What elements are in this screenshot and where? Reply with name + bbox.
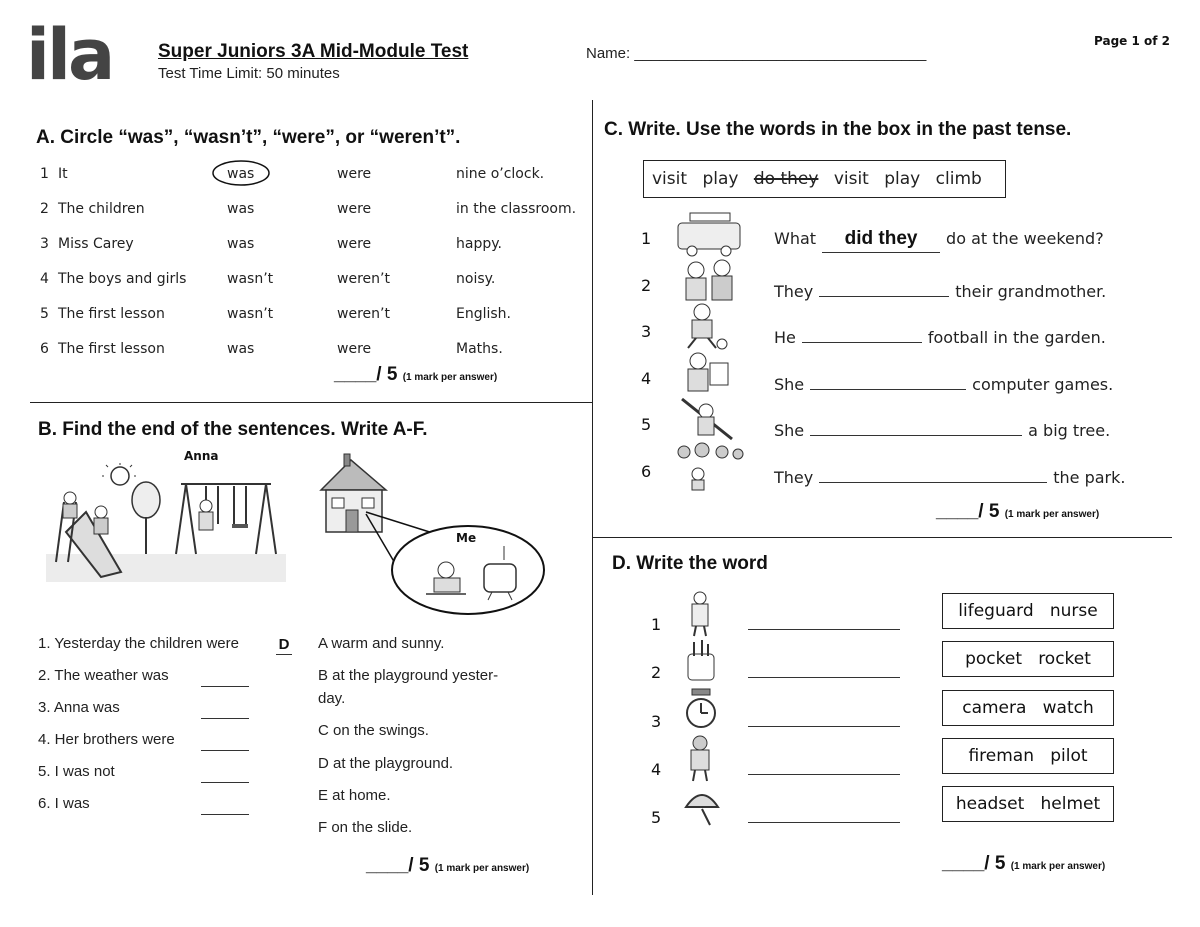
page-number: Page 1 of 2 — [1094, 34, 1170, 48]
row-ending: nine o’clock. — [456, 166, 545, 182]
sentence-number: 2 — [641, 276, 652, 295]
row-subject: The boys and girls — [58, 271, 187, 287]
choice-box: lifeguard nurse — [942, 593, 1114, 629]
item-picture — [682, 783, 722, 831]
sentence-start: 1. Yesterday the children were — [38, 635, 239, 652]
item-number: 1 — [651, 615, 662, 634]
sentence-line — [774, 229, 1104, 253]
row-number: 5 — [40, 306, 49, 322]
sentence-number: 6 — [641, 462, 652, 481]
test-time-limit: Test Time Limit: 50 minutes — [158, 65, 340, 82]
answer-blank[interactable] — [201, 732, 249, 751]
sentence-start: 6. I was — [38, 795, 90, 812]
sentence-number: 4 — [641, 369, 652, 388]
section-a-heading: A. Circle “was”, “wasn’t”, “were”, or “weren’t”. — [36, 127, 461, 148]
score-b-note: (1 mark per answer) — [434, 863, 530, 874]
score-b-value: ____/ 5 — [366, 855, 430, 876]
item-picture — [682, 590, 722, 638]
section-b-score — [366, 855, 529, 877]
section-c-heading: C. Write. Use the words in the box in the past tense. — [604, 119, 1072, 140]
row-ending: English. — [456, 306, 512, 322]
sentence-after: football in the garden. — [927, 328, 1106, 347]
option-were[interactable]: were — [337, 236, 372, 252]
sentence-after: a big tree. — [1028, 421, 1111, 440]
sentence-ending: E at home. — [318, 787, 391, 804]
sentence-after: computer games. — [972, 375, 1114, 394]
row-number: 4 — [40, 271, 49, 287]
sentence-before: He — [774, 328, 796, 347]
sentence-start: 5. I was not — [38, 763, 115, 780]
item-picture — [682, 735, 722, 783]
ila-logo: ila — [26, 14, 113, 96]
option-were[interactable]: were — [337, 201, 372, 217]
item-number: 3 — [651, 712, 662, 731]
sentence-ending: F on the slide. — [318, 819, 413, 836]
sentence-after: do at the weekend? — [946, 229, 1104, 248]
score-d-value: ____/ 5 — [942, 853, 1006, 874]
sentence-number: 5 — [641, 415, 652, 434]
sentence-number: 3 — [641, 322, 652, 341]
sentence-before: They — [774, 468, 814, 487]
sentence-before: They — [774, 282, 814, 301]
word-play-2: play — [884, 169, 921, 189]
answer-blank[interactable] — [201, 796, 249, 815]
sentence-picture — [672, 256, 752, 306]
section-a-score — [334, 364, 497, 386]
score-a-value: ____/ 5 — [334, 364, 398, 385]
choice-box: camera watch — [942, 690, 1114, 726]
sentence-line — [774, 415, 1110, 440]
option-was[interactable]: was — [227, 341, 255, 357]
word-visit: visit — [652, 169, 688, 189]
option-were[interactable]: weren’t — [337, 306, 390, 322]
row-ending: noisy. — [456, 271, 496, 287]
row-number: 3 — [40, 236, 49, 252]
option-was[interactable]: wasn’t — [227, 306, 274, 322]
answer-line[interactable] — [748, 629, 900, 630]
row-subject: The children — [58, 201, 145, 217]
option-was[interactable]: was — [227, 201, 255, 217]
anna-label: Anna — [184, 449, 219, 463]
row-subject: It — [58, 166, 68, 182]
row-number: 2 — [40, 201, 49, 217]
row-subject: Miss Carey — [58, 236, 134, 252]
sentence-blank[interactable] — [802, 322, 922, 343]
option-were[interactable]: were — [337, 341, 372, 357]
sentence-line — [774, 276, 1106, 301]
row-ending: happy. — [456, 236, 502, 252]
answer-line[interactable] — [748, 726, 900, 727]
row-number: 6 — [40, 341, 49, 357]
section-c-score — [936, 501, 1099, 523]
answer-blank[interactable] — [201, 764, 249, 783]
sentence-before: She — [774, 375, 805, 394]
word-play: play — [702, 169, 739, 189]
sentence-after: the park. — [1053, 468, 1126, 487]
item-number: 2 — [651, 663, 662, 682]
sentence-start: 2. The weather was — [38, 667, 169, 684]
sentence-picture — [672, 395, 752, 445]
section-d-heading: D. Write the word — [612, 553, 768, 574]
sentence-ending: B at the playground yester- — [318, 667, 499, 684]
divider-a-b — [30, 402, 592, 403]
answer-blank[interactable] — [201, 700, 249, 719]
answer-line[interactable] — [748, 822, 900, 823]
sentence-number: 1 — [641, 229, 652, 248]
row-ending: Maths. — [456, 341, 503, 357]
sentence-line — [774, 322, 1106, 347]
center-divider — [592, 100, 593, 895]
name-field[interactable]: Name: ___________________________________ — [586, 45, 927, 62]
option-were[interactable]: were — [337, 166, 372, 182]
sentence-ending: C on the swings. — [318, 722, 429, 739]
row-subject: The first lesson — [58, 306, 165, 322]
sentence-before: What — [774, 229, 817, 248]
sentence-after: their grandmother. — [955, 282, 1107, 301]
playground-illustration — [46, 462, 286, 582]
score-a-note: (1 mark per answer) — [402, 372, 498, 383]
answer-line[interactable] — [748, 774, 900, 775]
sentence-blank[interactable] — [810, 415, 1022, 436]
sentence-picture — [672, 209, 752, 259]
word-visit-2: visit — [833, 169, 869, 189]
row-ending: in the classroom. — [456, 201, 577, 217]
answer-blank[interactable]: D — [276, 636, 292, 655]
house-me-illustration — [316, 452, 548, 617]
score-c-value: ____/ 5 — [936, 501, 1000, 522]
row-number: 1 — [40, 166, 49, 182]
score-d-note: (1 mark per answer) — [1010, 861, 1106, 872]
circle-was-mark — [210, 158, 272, 188]
sentence-line — [774, 369, 1113, 394]
item-number: 4 — [651, 760, 662, 779]
option-was[interactable]: was — [227, 166, 255, 182]
score-c-note: (1 mark per answer) — [1004, 509, 1100, 520]
sentence-picture — [672, 349, 752, 399]
divider-c-d — [592, 537, 1172, 538]
sentence-blank[interactable] — [819, 276, 949, 297]
answer-line[interactable] — [748, 677, 900, 678]
sentence-picture — [672, 302, 752, 352]
choice-box: headset helmet — [942, 786, 1114, 822]
item-picture — [682, 687, 722, 735]
sentence-blank[interactable] — [810, 369, 966, 390]
sentence-ending: D at the playground. — [318, 755, 454, 772]
row-subject: The first lesson — [58, 341, 165, 357]
item-number: 5 — [651, 808, 662, 827]
word-climb: climb — [935, 169, 982, 189]
me-label: Me — [456, 531, 477, 545]
sentence-ending: day. — [318, 690, 346, 707]
test-title: Super Juniors 3A Mid-Module Test — [158, 41, 469, 62]
word-struck-do-they: do they — [753, 169, 819, 189]
option-was[interactable]: wasn’t — [227, 271, 274, 287]
sentence-picture — [672, 442, 752, 492]
word-box — [643, 160, 1006, 198]
sentence-ending: A warm and sunny. — [318, 635, 445, 652]
answer-blank[interactable] — [201, 668, 249, 687]
choice-box: fireman pilot — [942, 738, 1114, 774]
sentence-before: She — [774, 421, 805, 440]
sentence-blank[interactable]: did they — [822, 232, 940, 253]
section-d-score — [942, 853, 1105, 875]
option-was[interactable]: was — [227, 236, 255, 252]
option-were[interactable]: weren’t — [337, 271, 390, 287]
sentence-start: 4. Her brothers were — [38, 731, 175, 748]
sentence-start: 3. Anna was — [38, 699, 120, 716]
choice-box: pocket rocket — [942, 641, 1114, 677]
section-b-heading: B. Find the end of the sentences. Write A-F. — [38, 419, 428, 440]
item-picture — [682, 638, 722, 686]
sentence-blank[interactable] — [819, 462, 1047, 483]
sentence-line — [774, 462, 1125, 487]
